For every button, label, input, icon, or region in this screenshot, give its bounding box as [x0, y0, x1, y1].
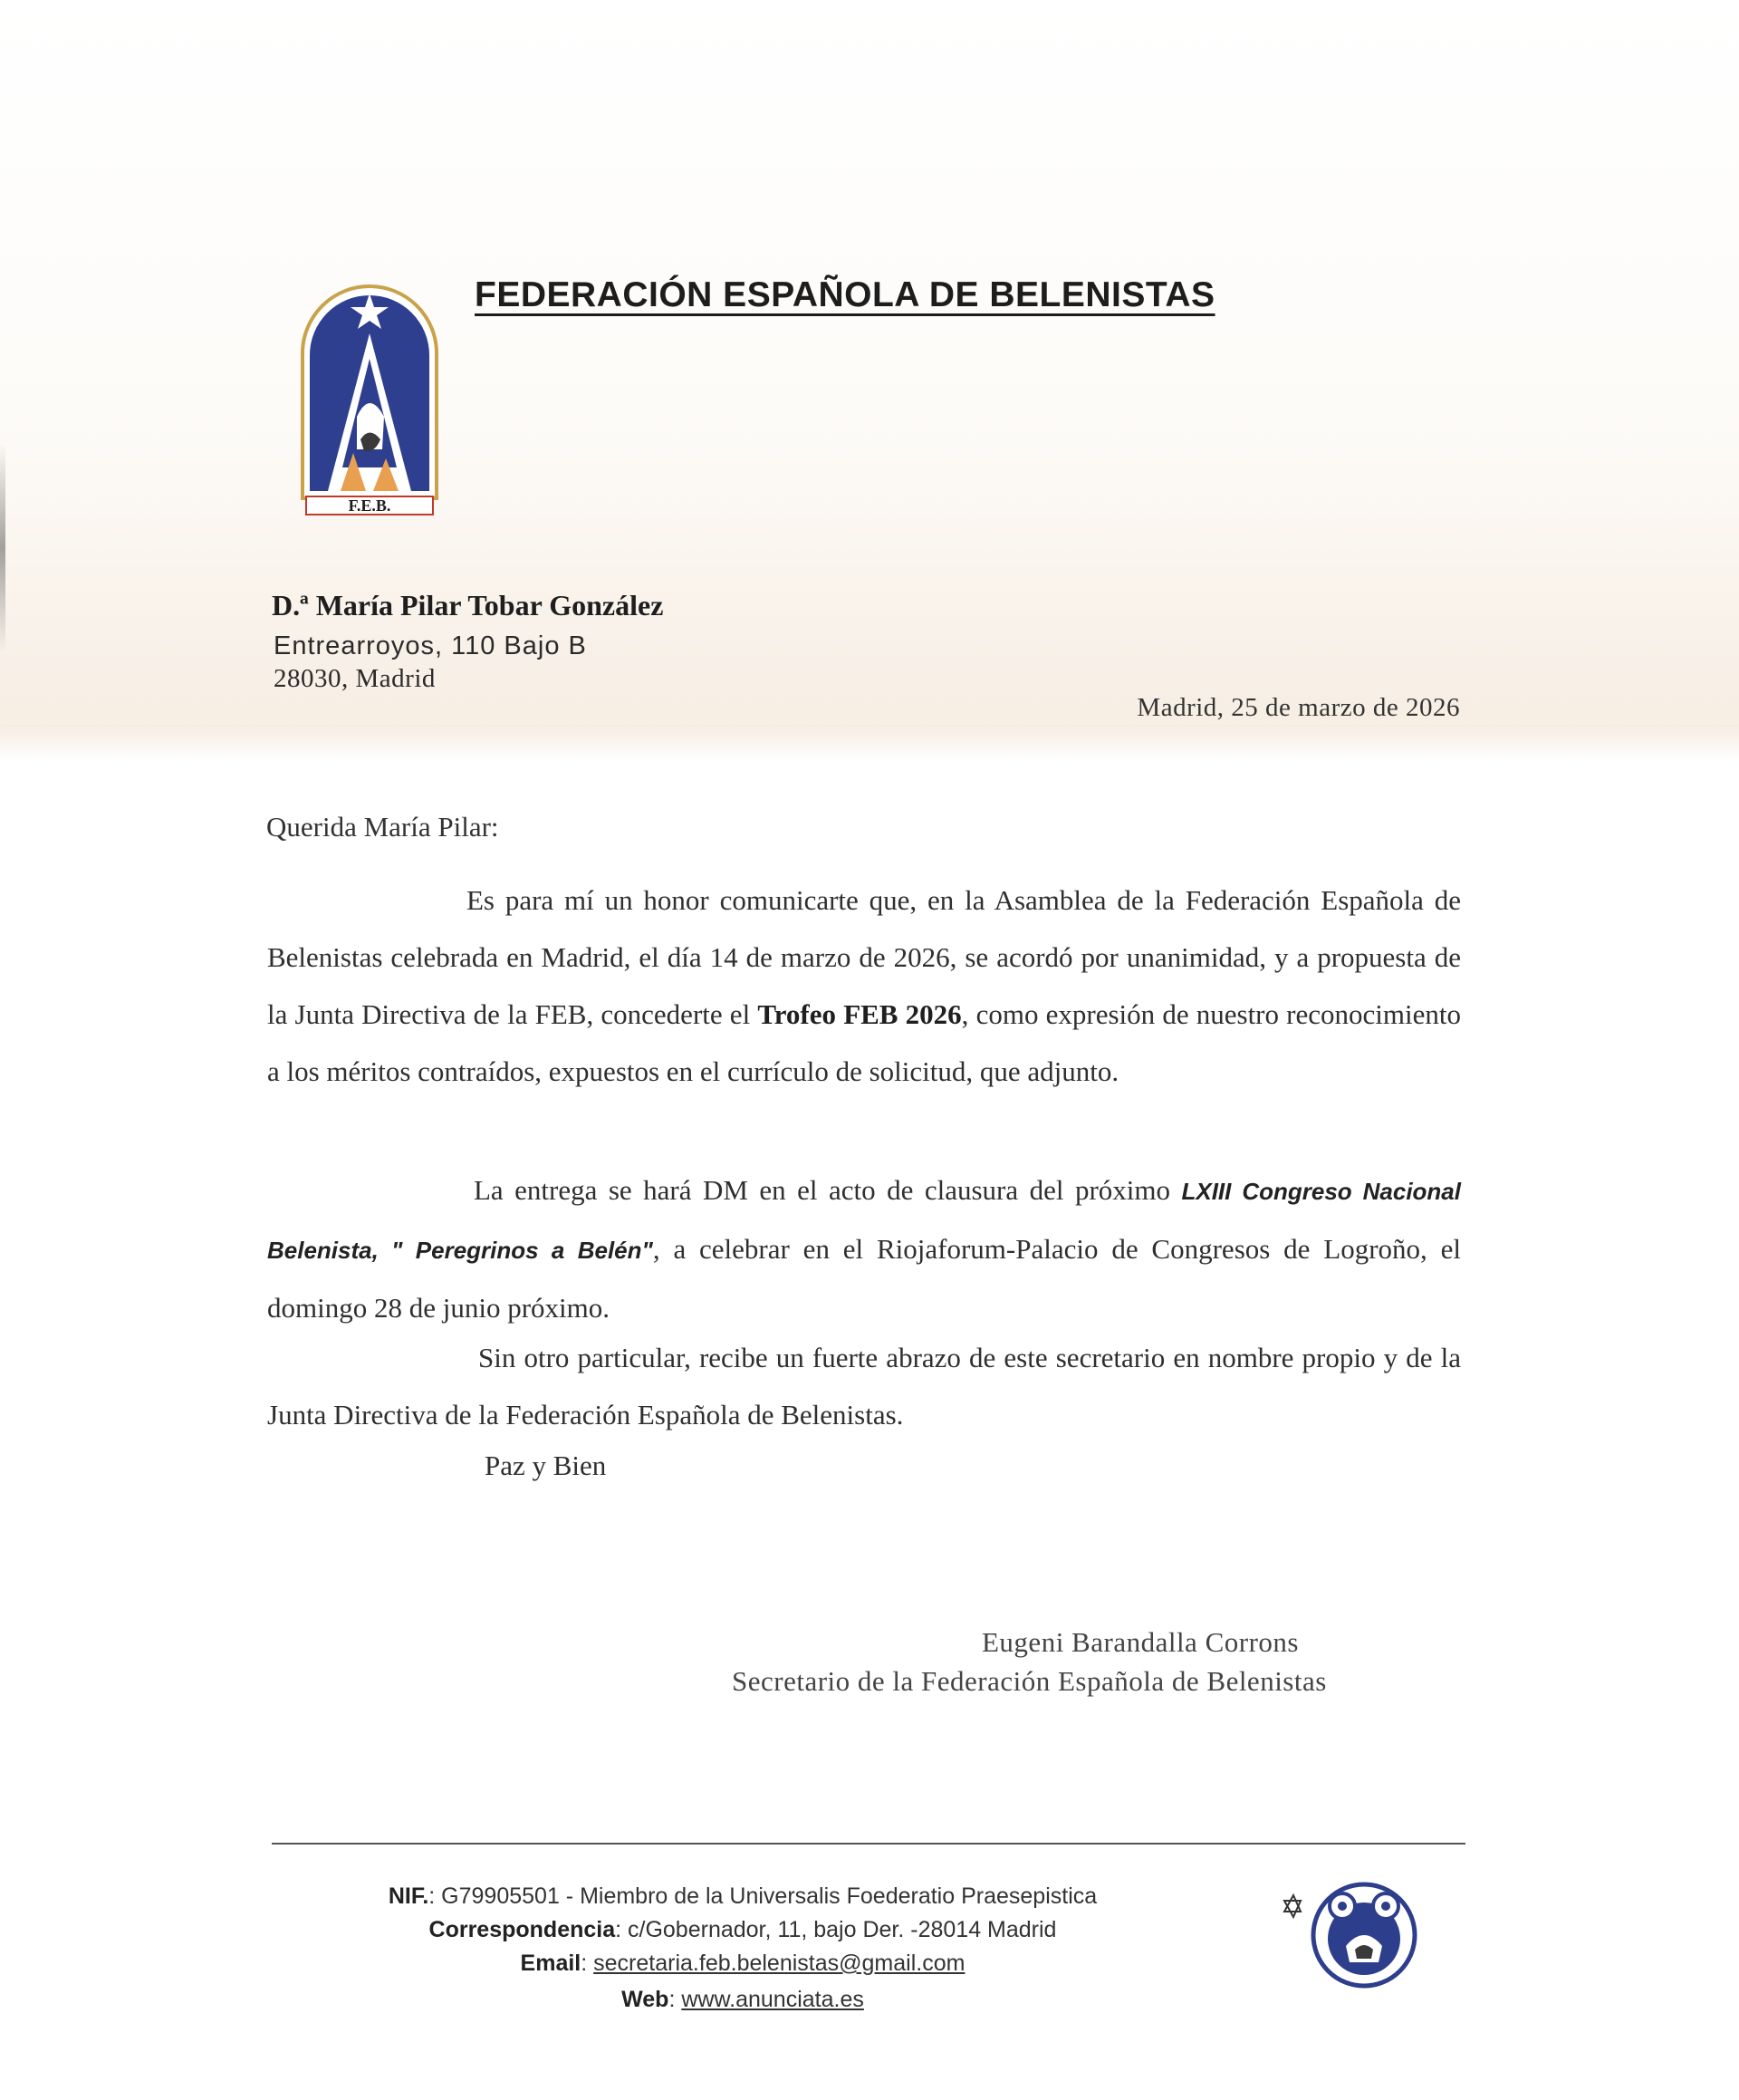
footer-corr-label: Correspondencia — [428, 1917, 616, 1942]
closing: Paz y Bien — [485, 1450, 607, 1481]
ufp-seal-icon — [1266, 1875, 1425, 1993]
footer-nif-value: : G79905501 - Miembro de la Universalis Foederatio Praesepistica — [428, 1883, 1098, 1909]
award-name: Trofeo FEB 2026 — [757, 998, 962, 1030]
letterhead-tint — [0, 0, 1739, 761]
recipient-street: Entrearroyos, 110 Bajo B — [274, 631, 587, 660]
org-title: FEDERACIÓN ESPAÑOLA DE BELENISTAS — [475, 275, 1215, 314]
paragraph-ceremony-text-a: La entrega se hará DM en el acto de clausura del próximo — [474, 1174, 1182, 1206]
footer-web: Web: www.anunciata.es — [621, 1987, 864, 2012]
scan-edge-mark — [0, 444, 5, 652]
paragraph-award-text-a: Es para mí un honor comunicarte que, en la Asamblea de la Federación Española de Belenistas celebrada en Madrid, el día 14 de marzo de 2026, se acordó por unanimidad, y a propuesta de la Junta Directiva de la FEB, concederte el — [267, 884, 1461, 1030]
footer-nif-label: NIF. — [388, 1883, 429, 1909]
paragraph-farewell: Sin otro particular, recibe un fuerte abrazo de este secretario en nombre propio y de la Junta Directiva de la Federación Española de Belenistas. — [267, 1342, 1461, 1431]
logo-text: F.E.B. — [348, 496, 391, 515]
footer-nif — [326, 1883, 1159, 1910]
footer-email: Email: secretaria.feb.belenistas@gmail.com — [520, 1951, 966, 1976]
footer-divider — [272, 1843, 1465, 1845]
paragraph-ceremony-text-b: , a celebrar en el Riojaforum-Palacio de Congresos de Logroño, el domingo 28 de junio próximo. — [267, 1233, 1461, 1324]
paragraph-award — [267, 872, 1461, 1100]
signature-role: Secretario de la Federación Española de Belenistas — [732, 1665, 1327, 1697]
recipient-name: D.ª María Pilar Tobar González — [272, 589, 664, 621]
footer-corr-value: : c/Gobernador, 11, bajo Der. -28014 Madrid — [615, 1917, 1057, 1942]
greeting: Querida María Pilar: — [266, 811, 499, 843]
signature-name: Eugeni Barandalla Corrons — [982, 1626, 1299, 1658]
paragraph-ceremony — [267, 1161, 1461, 1336]
footer-email-label: Email — [520, 1951, 581, 1976]
footer-web-label: Web — [621, 1987, 669, 2012]
footer-web-link[interactable]: www.anunciata.es — [681, 1987, 864, 2012]
footer-correspondence — [326, 1917, 1159, 1943]
recipient-city: 28030, Madrid — [274, 664, 436, 693]
footer-email-link[interactable]: secretaria.feb.belenistas@gmail.com — [593, 1951, 966, 1976]
feb-logo-icon — [297, 281, 442, 518]
letter-date: Madrid, 25 de marzo de 2026 — [1137, 693, 1460, 722]
paragraph-award-text-b: , como expresión de nuestro reconocimiento a los méritos contraídos, expuestos en el currículo de solicitud, que adjunto. — [267, 998, 1461, 1087]
congress-name: LXIII Congreso Nacional Belenista, " Peregrinos a Belén" — [267, 1178, 1461, 1264]
